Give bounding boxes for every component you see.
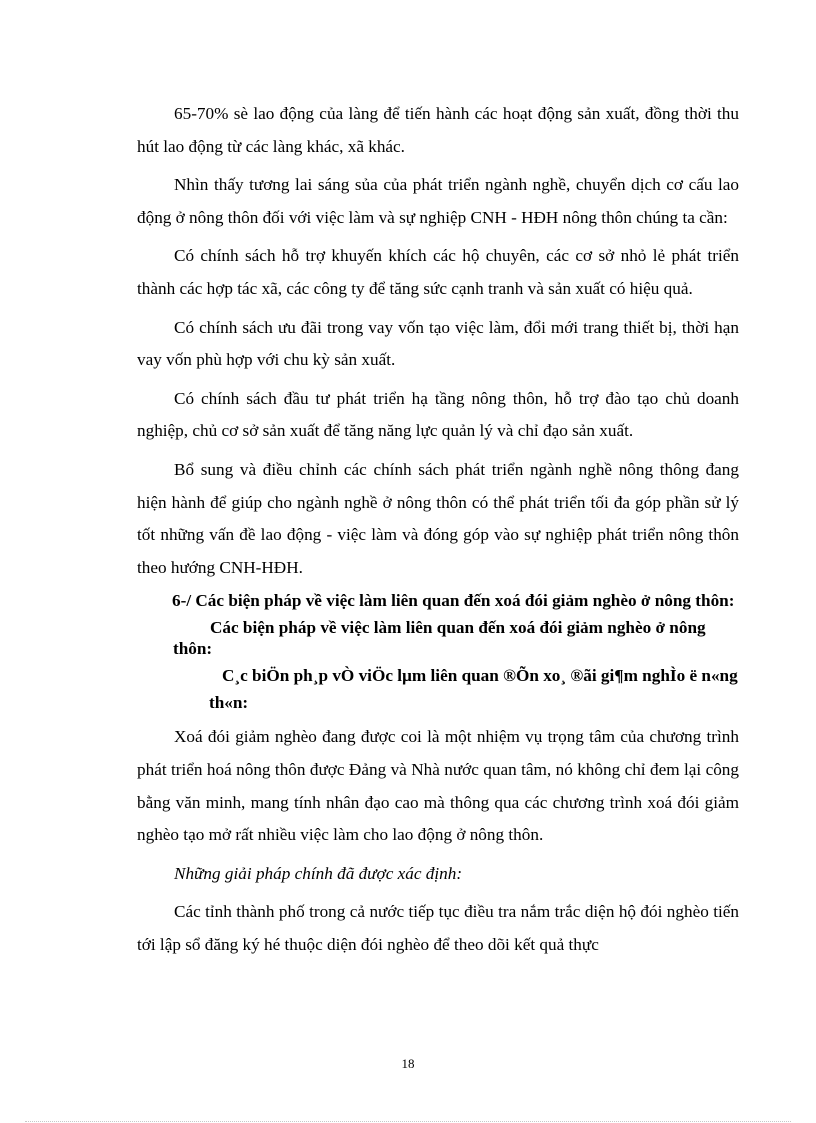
italic-subheading: Những giải pháp chính đã được xác định: [174,863,463,883]
paragraph: Có chính sách đầu tư phát triển hạ tầng nông thôn, hỗ trợ đào tạo chủ doanh nghiệp, chủ cơ sở sản xuất để tăng năng lực quản lý và chỉ đạo sản xuất. [137,388,739,441]
section-heading-garbled: C¸c biÖn ph¸p vÒ viÖc lµm liên quan ®Õn xo¸ ®ãi gi¶m nghÌo ë n«ng [222,666,738,686]
section-heading-duplicate: Các biện pháp về việc làm liên quan đến xoá đói giảm nghèo ở nông thôn: [173,618,706,659]
paragraph: Các tỉnh thành phố trong cả nước tiếp tục điều tra nắm trắc diện hộ đói nghèo tiến tới lập sổ đăng ký hé thuộc diện đói nghèo để theo dõi kết quả thực [137,902,739,954]
paragraph: Bổ sung và điều chỉnh các chính sách phát triển ngành nghề nông thông đang hiện hành để giúp cho ngành nghề ở nông thôn có thể phát triển tối đa góp phần sử lý tốt những vấn đề lao động - việc làm và đóng góp vào sự nghiệp phát triển nông thôn theo hướng CNH-HĐH. [137,459,739,577]
section-heading: 6-/ Các biện pháp về việc làm liên quan đến xoá đói giảm nghèo ở nông thôn: [172,591,735,611]
paragraph: Có chính sách hỗ trợ khuyến khích các hộ chuyên, các cơ sở nhỏ lẻ phát triển thành các hợp tác xã, các công ty để tăng sức cạnh tranh và sản xuất có hiệu quả. [137,246,739,298]
paragraph: Có chính sách ưu đãi trong vay vốn tạo việc làm, đổi mới trang thiết bị, thời hạn vay vốn phù hợp với chu kỳ sản xuất. [137,317,739,370]
section-heading-garbled-continuation: th«n: [209,693,249,713]
page-bottom-divider [25,1121,791,1122]
document-body [137,98,739,967]
page-number: 18 [401,1056,415,1071]
paragraph: Nhìn thấy tương lai sáng sủa của phát triển ngành nghề, chuyển dịch cơ cấu lao động ở nông thôn đối với việc làm và sự nghiệp CNH - HĐH nông thôn chúng ta cần: [137,175,739,227]
paragraph: 65-70% sè lao động của làng để tiến hành các hoạt động sản xuất, đồng thời thu hút lao động từ các làng khác, xã khác. [137,104,739,156]
paragraph: Xoá đói giảm nghèo đang được coi là một nhiệm vụ trọng tâm của chương trình phát triển hoá nông thôn được Đảng và Nhà nước quan tâm, nó không chỉ đem lại công bằng văn minh, mang tính nhân đạo cao mà thông qua các chương trình xoá đói giảm nghèo tạo mở rất nhiều việc làm cho lao động ở nông thôn. [137,727,739,845]
